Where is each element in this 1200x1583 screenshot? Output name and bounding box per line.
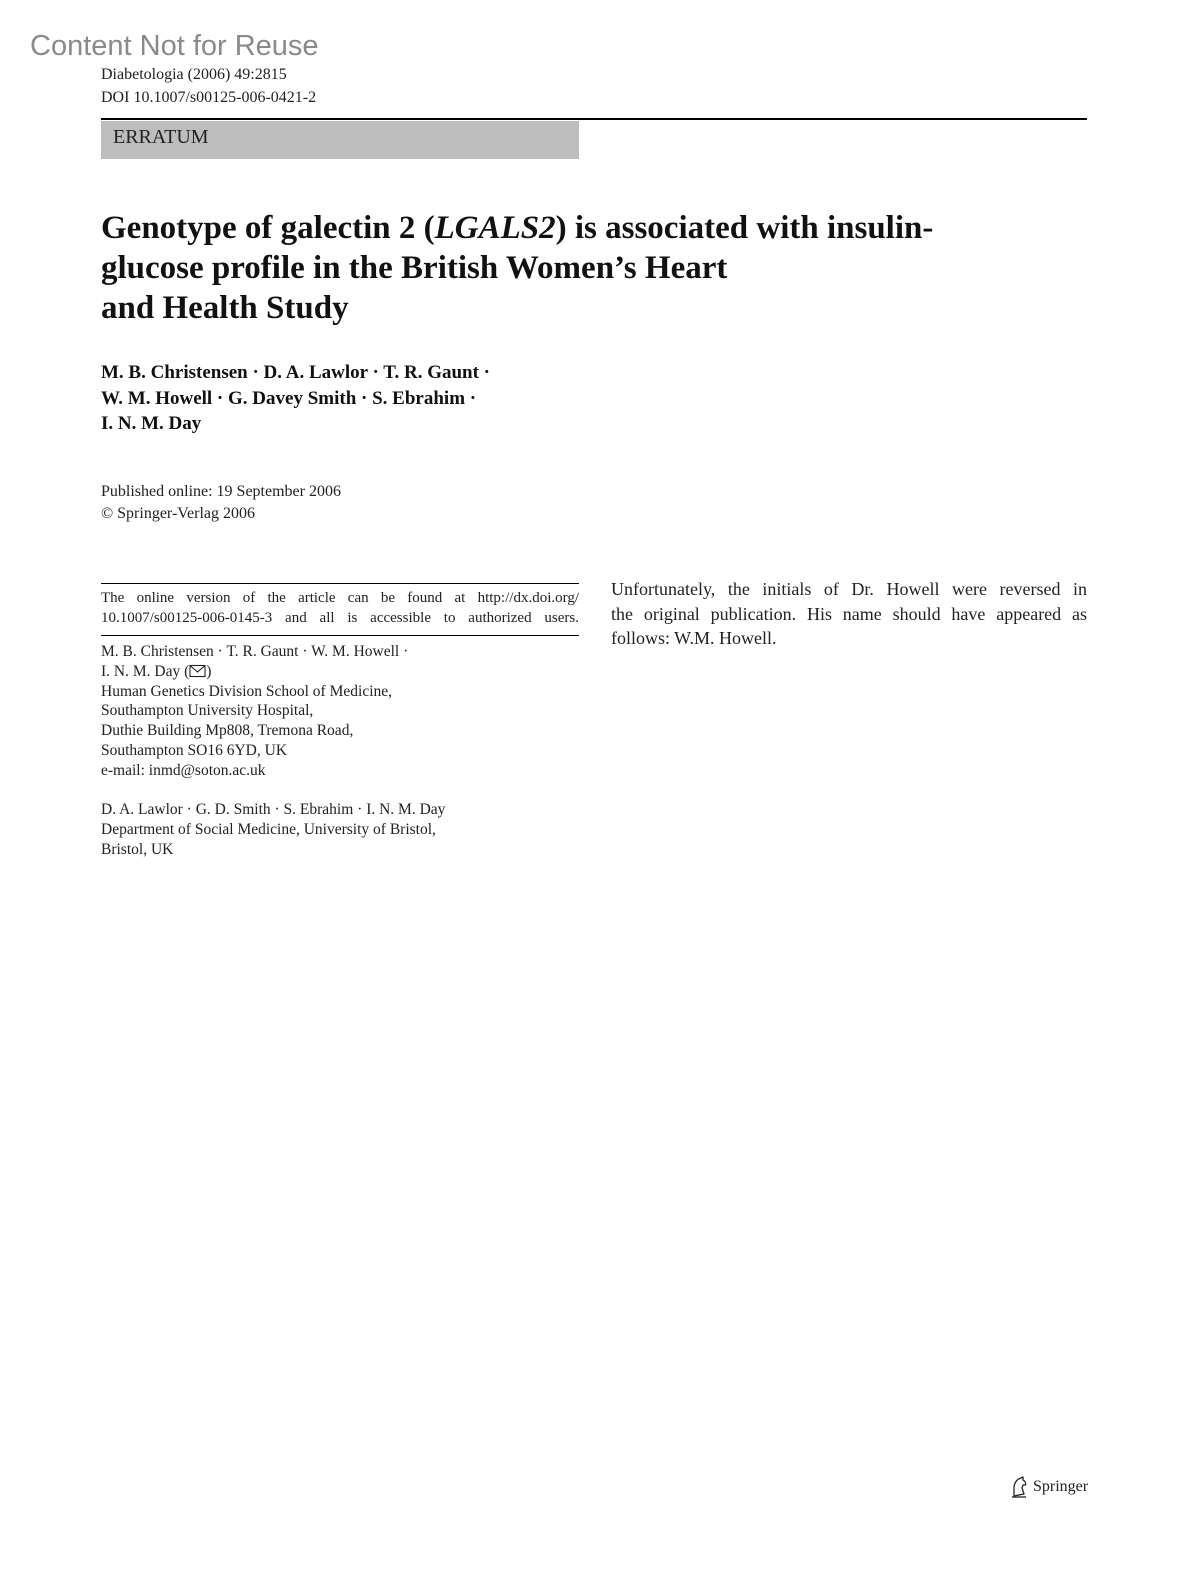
- affiliation-authors: I. N. M. Day ( ): [101, 662, 212, 680]
- affiliation-line: Southampton University Hospital,: [101, 702, 314, 720]
- publisher-logo: [1010, 1476, 1088, 1498]
- springer-horse-icon: [1010, 1476, 1029, 1498]
- publisher-name: Springer: [1033, 1478, 1089, 1495]
- online-version-note: [101, 588, 579, 628]
- journal-doi: DOI 10.1007/s00125-006-0421-2: [101, 89, 317, 106]
- publication-info: [101, 481, 341, 525]
- affiliation-line: Department of Social Medicine, University of Bristol,: [101, 820, 436, 838]
- affiliation-southampton: [101, 642, 408, 781]
- affiliation-authors: M. B. Christensen · T. R. Gaunt · W. M. Howell ·: [101, 643, 409, 660]
- body-line: the original publication. His name should have appeared as: [611, 603, 1087, 624]
- journal-citation: Diabetologia (2006) 49:2815: [101, 66, 287, 83]
- header-rule: [101, 118, 1087, 120]
- affiliation-line: Southampton SO16 6YD, UK: [101, 741, 288, 759]
- title-line-2: glucose profile in the British Women’s Heart: [101, 250, 728, 286]
- published-date: Published online: 19 September 2006: [101, 483, 341, 500]
- body-line: Unfortunately, the initials of Dr. Howell were reversed in: [611, 579, 1087, 599]
- affiliation-line: Bristol, UK: [101, 840, 174, 858]
- article-type-banner: [101, 121, 579, 159]
- title-line-1: Genotype of galectin 2 (LGALS2) is associated with insulin-: [101, 210, 934, 246]
- body-line: follows: W.M. Howell.: [611, 628, 777, 648]
- envelope-icon: [189, 664, 206, 678]
- article-type-label: ERRATUM: [113, 126, 209, 148]
- copyright: © Springer-Verlag 2006: [101, 505, 256, 522]
- note-bottom-rule: [101, 635, 579, 636]
- title-line-3: and Health Study: [101, 290, 349, 326]
- note-top-rule: [101, 583, 579, 584]
- author-line: M. B. Christensen · D. A. Lawlor · T. R. Gaunt ·: [101, 362, 491, 383]
- gene-name: LGALS2: [434, 210, 556, 246]
- article-title: [101, 208, 1041, 328]
- erratum-body: [611, 577, 1087, 651]
- author-line: I. N. M. Day: [101, 413, 202, 434]
- author-line: W. M. Howell · G. Davey Smith · S. Ebrahim ·: [101, 387, 477, 409]
- affiliation-authors: D. A. Lawlor · G. D. Smith · S. Ebrahim · I. N. M. Day: [101, 801, 446, 818]
- note-line: The online version of the article can be found at http://dx.doi.org/: [101, 590, 579, 606]
- email-line: e-mail: inmd@soton.ac.uk: [101, 761, 266, 779]
- affiliation-line: Duthie Building Mp808, Tremona Road,: [101, 722, 354, 740]
- watermark: Content Not for Reuse: [30, 30, 319, 62]
- note-line: 10.1007/s00125-006-0145-3 and all is accessible to authorized users.: [101, 610, 579, 626]
- author-list: [101, 360, 490, 437]
- affiliation-bristol: [101, 800, 445, 859]
- affiliation-line: Human Genetics Division School of Medicine,: [101, 682, 393, 700]
